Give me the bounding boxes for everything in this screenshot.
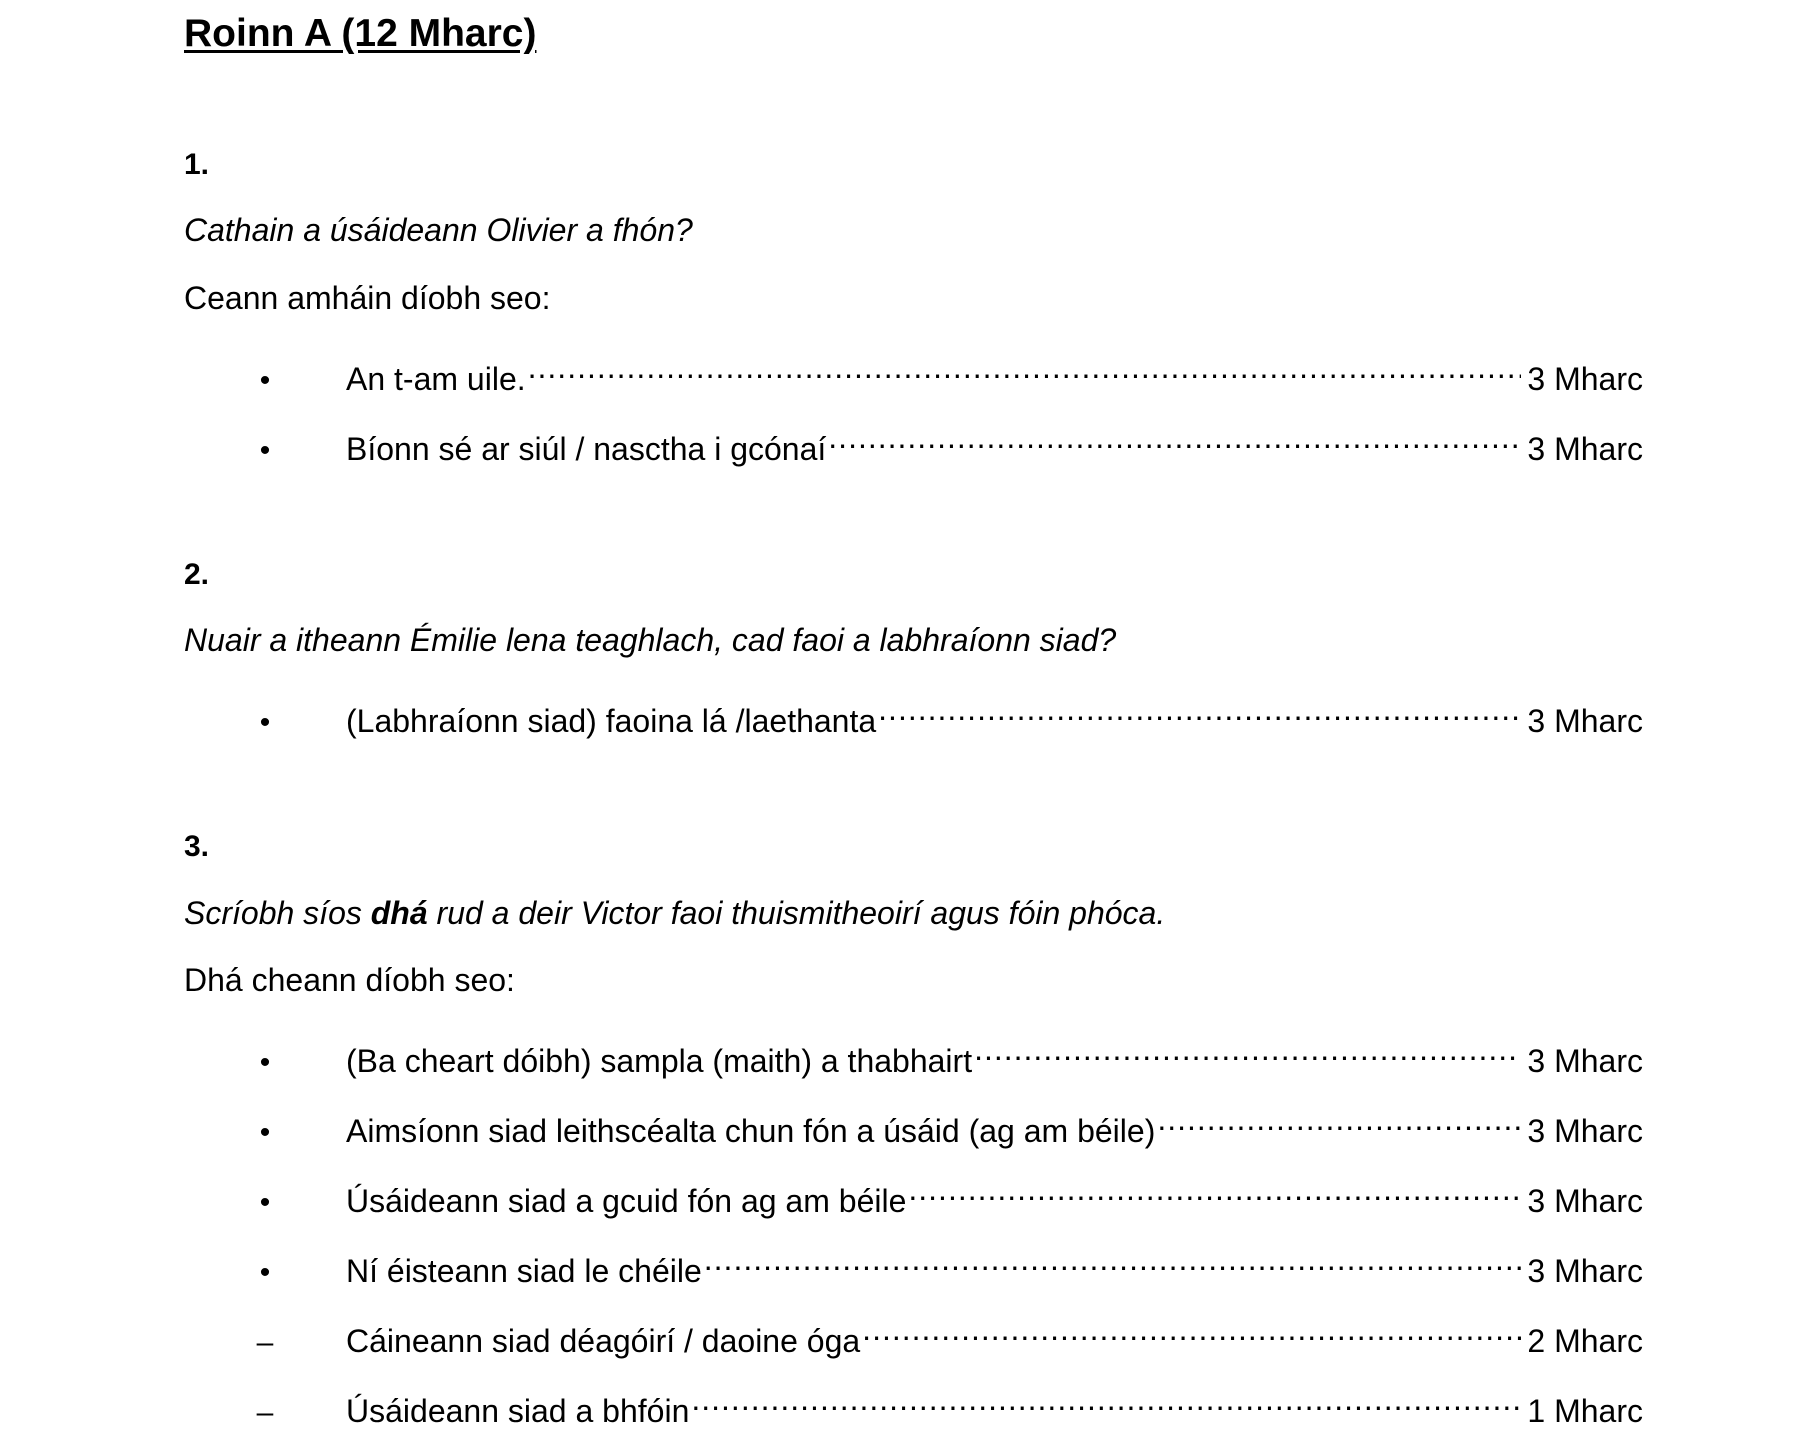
- question-1-number: 1.: [184, 148, 210, 181]
- answer-text: (Labhraíonn siad) faoina lá /laethanta: [346, 703, 877, 739]
- dot-leader: [704, 1242, 1522, 1282]
- bullet-icon: •: [259, 1116, 271, 1149]
- section-title: Roinn A (12 Mharc): [184, 12, 537, 55]
- answer-marks: 3 Mharc: [1527, 703, 1643, 739]
- answer-marks: 3 Mharc: [1527, 1183, 1643, 1219]
- question-1-intro: Ceann amháin díobh seo:: [184, 280, 551, 316]
- answer-marks: 3 Mharc: [1527, 1253, 1643, 1289]
- answer-row: [236, 1102, 1643, 1149]
- dot-leader: [974, 1032, 1521, 1072]
- question-3-text: [184, 895, 1165, 932]
- dot-leader: [528, 350, 1522, 390]
- answer-text: Ní éisteann siad le chéile: [346, 1253, 702, 1289]
- dot-leader: [878, 692, 1521, 732]
- answer-text: (Ba cheart dóibh) sampla (maith) a thabhairt: [346, 1043, 973, 1079]
- answer-marks: 3 Mharc: [1527, 431, 1643, 467]
- answer-text: Aimsíonn siad leithscéalta chun fón a úsáid (ag am béile): [346, 1113, 1156, 1149]
- dot-leader: [1157, 1102, 1521, 1142]
- bullet-icon: •: [259, 364, 271, 397]
- bullet-icon: •: [259, 1046, 271, 1079]
- question-3-text-after: rud a deir Victor faoi thuismitheoirí agus fóin phóca.: [427, 895, 1166, 931]
- bullet-icon: •: [259, 434, 271, 467]
- dot-leader: [691, 1382, 1521, 1422]
- answer-marks: 3 Mharc: [1527, 1113, 1643, 1149]
- answer-row: [236, 1382, 1643, 1429]
- dot-leader: [828, 420, 1521, 460]
- answer-text: Úsáideann siad a gcuid fón ag am béile: [346, 1183, 907, 1219]
- bullet-icon: •: [259, 1186, 271, 1219]
- bullet-icon: •: [259, 1256, 271, 1289]
- answer-row: [236, 692, 1643, 739]
- answer-row: [236, 1032, 1643, 1079]
- bullet-icon: •: [259, 706, 271, 739]
- question-3-intro: Dhá cheann díobh seo:: [184, 962, 515, 998]
- answer-row: [236, 1172, 1643, 1219]
- question-2-text: Nuair a itheann Émilie lena teaghlach, cad faoi a labhraíonn siad?: [184, 622, 1117, 658]
- dash-icon: –: [256, 1396, 274, 1429]
- answer-text: Bíonn sé ar siúl / nasctha i gcónaí: [346, 431, 827, 467]
- dot-leader: [862, 1312, 1521, 1352]
- answer-text: An t-am uile.: [346, 361, 526, 397]
- answer-marks: 3 Mharc: [1527, 1043, 1643, 1079]
- dash-icon: –: [256, 1326, 274, 1359]
- answer-text: Cáineann siad déagóirí / daoine óga: [346, 1323, 861, 1359]
- question-1-text: Cathain a úsáideann Olivier a fhón?: [184, 212, 693, 248]
- answer-text: Úsáideann siad a bhfóin: [346, 1393, 690, 1429]
- answer-marks: 3 Mharc: [1527, 361, 1643, 397]
- question-3-text-bold: dhá: [370, 895, 428, 931]
- question-2-number: 2.: [184, 558, 210, 591]
- question-3-number: 3.: [184, 830, 210, 863]
- answer-marks: 2 Mharc: [1527, 1323, 1643, 1359]
- question-3-text-before: Scríobh síos: [184, 895, 371, 931]
- answer-marks: 1 Mharc: [1527, 1393, 1643, 1429]
- answer-row: [236, 350, 1643, 397]
- answer-row: [236, 420, 1643, 467]
- answer-row: [236, 1312, 1643, 1359]
- dot-leader: [908, 1172, 1521, 1212]
- answer-row: [236, 1242, 1643, 1289]
